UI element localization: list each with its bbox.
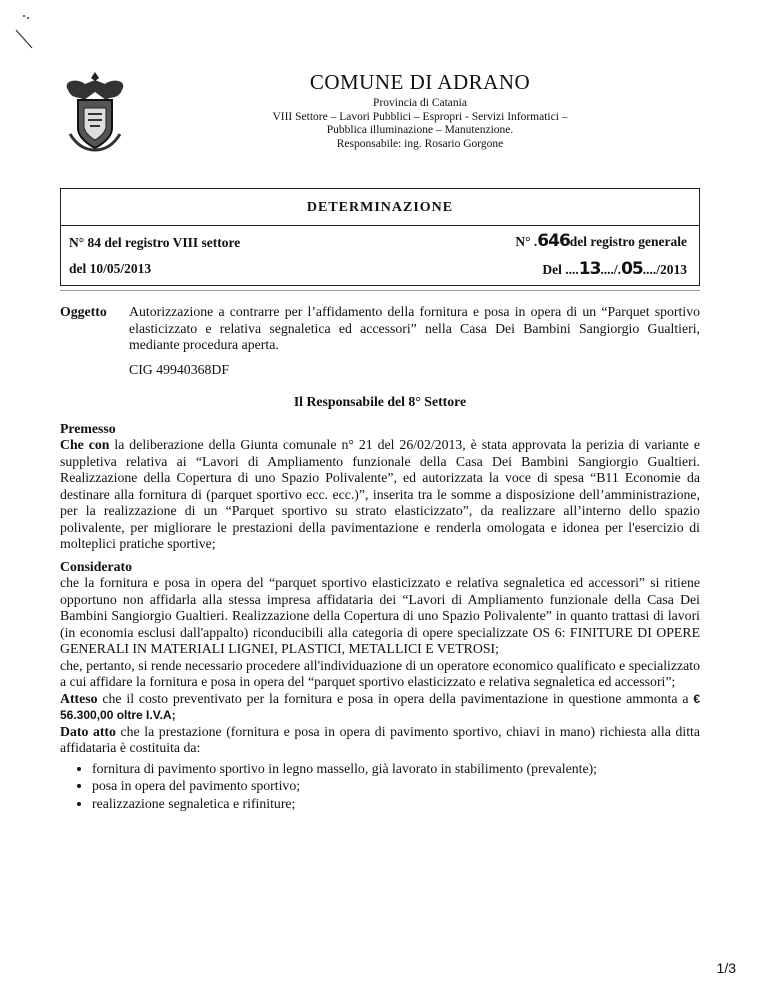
subject-text: Autorizzazione a contrarre per l’affidamento della fornitura e posa in opera di un “Parquet sportivo elasticizzato e relativa segnaletica ed accessori” nella Casa Dei Bambini Sangiorgio Gualtieri, mediante procedura aperta.	[129, 304, 700, 352]
handwritten-month: 05	[621, 259, 643, 279]
handwritten-day: 13	[578, 259, 601, 279]
page-number: 1/3	[716, 960, 736, 976]
general-register-number	[515, 231, 687, 251]
considerato-paragraph-2: che, pertanto, si rende necessario procedere all'individuazione di un operatore economico qualificato e specializzato a cui affidare la fornitura e posa in opera del “parquet sportivo elasticizzato e relativa segnaletica ed accessori”;	[60, 657, 700, 689]
sector-line-2: Pubblica illuminazione – Manutenzione.	[326, 124, 514, 136]
cig-code: CIG 49940368DF	[129, 361, 230, 377]
sector-register-number: N° 84 del registro VIII settore	[69, 235, 241, 250]
list-item: • fornitura di pavimento sportivo in legno massello, già lavorato in stabilimento (prevalente);	[92, 761, 700, 778]
general-prefix: N° .	[515, 234, 538, 249]
handwritten-number: 646	[537, 231, 570, 251]
service-list	[60, 761, 700, 813]
province: Provincia di Catania	[373, 97, 467, 109]
general-suffix: del registro generale	[569, 234, 687, 249]
letterhead	[210, 70, 630, 151]
subject-block	[60, 304, 700, 354]
scan-mark	[2, 12, 42, 52]
atteso-text: che il costo preventivato per la fornitura e posa in opera della pavimentazione in questione ammonta a	[97, 690, 694, 706]
document-body	[60, 304, 700, 813]
atteso-lead: Atteso	[60, 690, 98, 706]
premesso-lead: Che con	[60, 437, 110, 452]
general-date-prefix: Del ....	[542, 262, 579, 277]
subject-label: Oggetto	[60, 304, 107, 319]
considerato-heading: Considerato	[60, 558, 133, 574]
premesso-paragraph	[60, 437, 700, 553]
dato-atto-text: che la prestazione (fornitura e posa in opera di pavimento sportivo, chiavi in mano) richiesta alla ditta affidataria è costituita da:	[60, 723, 700, 755]
considerato-paragraph-1: che la fornitura e posa in opera del “parquet sportivo elasticizzato e relativa segnaletica ed accessori” si ritiene opportuno non affidarla alla stessa impresa affidataria dei “Lavori di Ampliamento funzionale della Casa Dei Bambini Sangiorgio Gualtieri. Realizzazione della Copertura di uno Spazio Polivalente” in quanto trattasi di lavori (in economia esclusi dall'appalto) riconducibili alla categoria di opere specializzate OS 6: FINITURE DI OPERE GENERALI IN MATERIALI LIGNEI, PLASTICI, METALLICI E VETROSI;	[60, 575, 700, 656]
general-register-date	[542, 259, 687, 279]
dato-atto-paragraph	[60, 724, 700, 757]
list-item: • posa in opera del pavimento sportivo;	[92, 778, 700, 795]
sector-register-date: del 10/05/2013	[69, 261, 152, 276]
municipal-crest-icon	[60, 70, 130, 152]
dato-atto-lead: Dato atto	[60, 723, 116, 739]
premesso-heading: Premesso	[60, 420, 116, 436]
municipality-name: COMUNE DI ADRANO	[309, 70, 531, 94]
sector-line-1: VIII Settore – Lavori Pubblici – Espropri - Servizi Informatici –	[272, 110, 568, 123]
determination-box	[60, 188, 700, 286]
determination-heading: DETERMINAZIONE	[61, 189, 699, 226]
responsible-line: Responsabile: ing. Rosario Gorgone	[336, 137, 504, 150]
general-date-sep: ..../.	[600, 262, 622, 277]
general-year-suffix: ..../2013	[642, 262, 687, 277]
premesso-text: la deliberazione della Giunta comunale n° 21 del 26/02/2013, è stata approvata la perizia di variante e suppletiva relativa ai “Lavori di Ampliamento funzionale della Casa Dei Bambini Sangiorgio Gualtieri. Realizzazione della Copertura di uno Spazio Polivalente”, ed autorizzata la voce di spesa “B11 Economie da destinare alla fornitura di (parquet sportivo ecc. ecc.)”, inserita tra le somme a disposizione dell’amministrazione, per la realizzazione di un “Parquet sportivo su strato elasticizzato”, da realizzare all’interno dello spazio polivalente, per migliorare le prestazioni della pavimentazione e renderla omologata e idonea per l'esercizio di molteplici pratiche sportive;	[60, 437, 700, 551]
list-item: • realizzazione segnaletica e rifiniture;	[92, 796, 700, 813]
atteso-amount: € 56.300,00 oltre I.V.A;	[60, 691, 700, 722]
divider	[60, 290, 700, 291]
atteso-paragraph	[60, 691, 700, 724]
responsible-heading: Il Responsabile del 8° Settore	[293, 394, 467, 409]
